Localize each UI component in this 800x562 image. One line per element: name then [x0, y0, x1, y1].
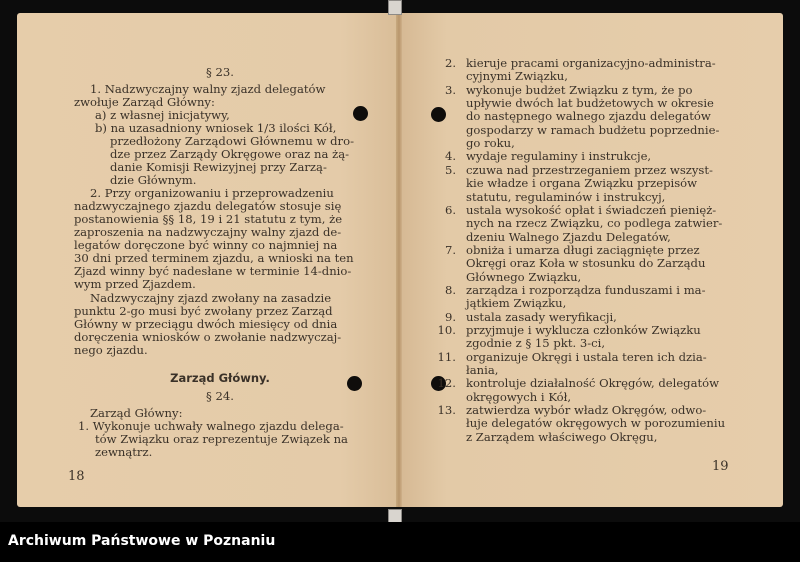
text-line: postanowienia §§ 18, 19 i 21 statutu z tym, że: [74, 212, 343, 226]
text-line: nadzwyczajnego zjazdu delegatów stosuje się: [74, 199, 342, 213]
list-item-text: wydaje regulaminy i instrukcje,: [466, 149, 652, 164]
binding-clip-top: [388, 0, 402, 15]
list-item-number: 9.: [444, 309, 456, 324]
book-spine: [396, 13, 402, 507]
text-line: Zarząd Główny:: [90, 406, 183, 420]
text-line: Główny w przeciągu dwóch miesięcy od dnia: [74, 317, 338, 331]
text-line: przedłożony Zarządowi Głównemu w dro-: [110, 134, 355, 148]
punch-hole-icon: [353, 106, 368, 121]
list-item-number: 7.: [444, 242, 456, 257]
list-item-text: łania,: [466, 363, 499, 378]
text-line: Nadzwyczajny zjazd zwołany na zasadzie: [90, 291, 332, 305]
text-line: b) na uzasadniony wniosek 1/3 ilości Kół,: [95, 121, 337, 135]
list-item-text: gospodarzy w ramach budżetu poprzednie-: [466, 122, 720, 137]
punch-hole-icon: [431, 107, 446, 122]
list-item-number: 8.: [444, 282, 456, 297]
list-item-text: kie władze i organa Związku przepisów: [466, 176, 698, 191]
text-line: zewnątrz.: [95, 445, 153, 459]
list-item-text: statutu, regulaminów i instrukcyj,: [466, 189, 666, 204]
list-item-text: łuje delegatów okręgowych w porozumieniu: [466, 416, 726, 431]
list-item-text: cyjnymi Związku,: [466, 69, 568, 84]
list-item-number: 13.: [437, 403, 456, 418]
page-number-left: 18: [68, 469, 85, 484]
list-item-text: zarządza i rozporządza funduszami i ma-: [466, 282, 706, 297]
list-item-number: 4.: [444, 149, 456, 164]
list-item-text: przyjmuje i wyklucza członków Związku: [466, 323, 701, 337]
list-item-text: do następnego walnego zjazdu delegatów: [466, 109, 711, 124]
section-24-heading: § 24.: [206, 389, 234, 403]
list-item-number: 6.: [444, 202, 456, 217]
list-item-number: 3.: [444, 82, 456, 97]
text-line: nego zjazdu.: [74, 343, 148, 357]
list-item-text: z Zarządem właściwego Okręgu,: [466, 429, 658, 444]
list-item-text: go roku,: [466, 136, 515, 151]
list-item-number: 11.: [437, 349, 456, 364]
text-line: 1. Wykonuje uchwały walnego zjazdu delega-: [78, 419, 344, 433]
text-line: punktu 2-go musi być zwołany przez Zarząd: [74, 304, 333, 318]
list-item-text: wykonuje budżet Związku z tym, że po: [466, 82, 693, 97]
text-line: danie Komisji Rewizyjnej przy Zarzą-: [110, 160, 327, 174]
text-line: zwołuje Zarząd Główny:: [74, 95, 215, 109]
list-item-number: 2.: [444, 56, 456, 70]
list-item-text: ustala wysokość opłat i świadczeń pienięż-: [466, 202, 717, 217]
archive-name: Archiwum Państwowe w Poznaniu: [8, 533, 276, 549]
list-item-text: jątkiem Związku,: [466, 296, 567, 311]
list-item-number: 10.: [437, 323, 456, 337]
text-line: dze przez Zarządy Okręgowe oraz na żą-: [110, 147, 350, 161]
punch-hole-icon: [347, 376, 362, 391]
list-item-text: kontroluje działalność Okręgów, delegatów: [466, 376, 720, 391]
list-item-text: nych na rzecz Związku, co podlega zatwier-: [466, 216, 723, 231]
page-number-right: 19: [712, 459, 729, 474]
text-line: dzie Głównym.: [110, 173, 197, 187]
archive-footer: [0, 522, 800, 562]
text-line: 1. Nadzwyczajny walny zjazd delegatów: [90, 82, 326, 96]
list-item-number: 5.: [444, 162, 456, 177]
text-line: doręczenia wniosków o zwołanie nadzwyczaj-: [74, 330, 342, 344]
section-23-heading: § 23.: [206, 65, 234, 79]
list-item-number: 12.: [437, 376, 456, 391]
text-line: a) z własnej inicjatywy,: [95, 108, 230, 122]
list-item-text: czuwa nad przestrzeganiem przez wszyst-: [466, 162, 713, 177]
text-line: 30 dni przed terminem zjazdu, a wnioski na ten: [74, 251, 354, 265]
list-item-text: upływie dwóch lat budżetowych w okresie: [466, 96, 714, 111]
list-item-text: ustala zasady weryfikacji,: [466, 309, 617, 324]
list-item-text: Głównego Związku,: [466, 269, 582, 284]
text-line: zaproszenia na nadzwyczajny walny zjazd de-: [74, 225, 342, 239]
zarzad-glowny-heading: Zarząd Główny.: [170, 371, 270, 385]
text-line: Zjazd winny być nadesłane w terminie 14-dnio-: [74, 264, 352, 278]
list-item-text: kieruje pracami organizacyjno-administra-: [466, 56, 716, 70]
list-item-text: okręgowych i Kół,: [466, 389, 572, 404]
list-item-text: zatwierdza wybór władz Okręgów, odwo-: [466, 403, 707, 418]
text-line: legatów doręczone być winny co najmniej na: [74, 238, 338, 252]
list-item-text: Okręgi oraz Koła w stosunku do Zarządu: [466, 256, 706, 271]
text-line: tów Związku oraz reprezentuje Związek na: [95, 432, 348, 446]
text-line: 2. Przy organizowaniu i przeprowadzeniu: [90, 186, 334, 200]
list-item-text: organizuje Okręgi i ustala teren ich dzia-: [466, 349, 707, 364]
list-item-text: obniża i umarza długi zaciągnięte przez: [466, 242, 700, 257]
list-item-text: dzeniu Walnego Zjazdu Delegatów,: [466, 229, 671, 244]
list-item-text: zgodnie z § 15 pkt. 3-ci,: [466, 336, 606, 351]
text-line: wym przed Zjazdem.: [74, 277, 196, 291]
